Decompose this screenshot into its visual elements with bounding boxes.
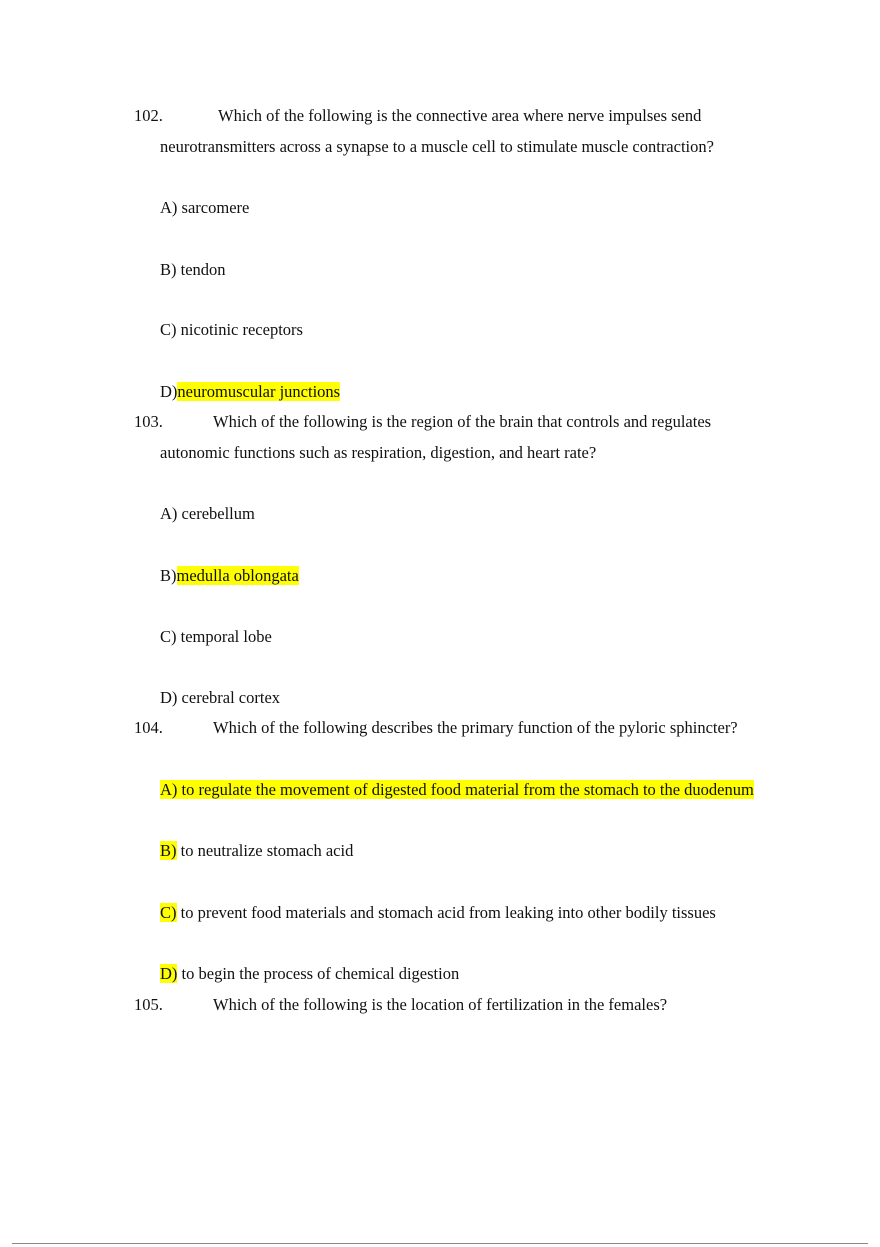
option-b bbox=[160, 260, 226, 280]
option-a bbox=[160, 198, 249, 218]
option-letter: A) bbox=[160, 198, 178, 217]
option-text: to begin the process of chemical digestion bbox=[181, 964, 460, 983]
option-text: temporal lobe bbox=[180, 627, 272, 646]
option-d bbox=[160, 688, 280, 708]
option-a bbox=[160, 504, 255, 524]
question-text-line1: Which of the following is the location of fertilization in the females? bbox=[213, 995, 668, 1014]
question-number: 105. bbox=[134, 995, 163, 1014]
option-text-highlighted: neuromuscular junctions bbox=[177, 382, 341, 401]
option-letter: B) bbox=[160, 260, 177, 279]
option-letter: A) bbox=[160, 504, 178, 523]
question-text-line1: Which of the following is the connective area where nerve impulses send bbox=[218, 106, 702, 125]
question-text-line1: Which of the following is the region of the brain that controls and regulates bbox=[213, 412, 712, 431]
option-highlighted bbox=[160, 780, 754, 799]
option-letter: B) bbox=[160, 566, 177, 585]
option-text: to neutralize stomach acid bbox=[180, 841, 354, 860]
option-d bbox=[160, 964, 459, 984]
option-letter: C) bbox=[160, 320, 177, 339]
option-text: nicotinic receptors bbox=[180, 320, 303, 339]
option-text: to regulate the movement of digested food material from the stomach to the duodenum bbox=[181, 780, 754, 799]
option-a bbox=[160, 780, 754, 800]
option-letter: C) bbox=[160, 627, 177, 646]
option-d bbox=[160, 382, 340, 402]
option-b bbox=[160, 841, 353, 861]
option-text: cerebellum bbox=[181, 504, 255, 523]
option-text: to prevent food materials and stomach acid from leaking into other bodily tissues bbox=[180, 903, 716, 922]
option-c bbox=[160, 627, 272, 647]
option-text: cerebral cortex bbox=[181, 688, 281, 707]
option-c bbox=[160, 903, 716, 923]
option-letter: D) bbox=[160, 382, 178, 401]
option-text: sarcomere bbox=[181, 198, 250, 217]
question-text-line2: autonomic functions such as respiration, digestion, and heart rate? bbox=[160, 443, 597, 462]
option-letter: A) bbox=[160, 780, 178, 799]
option-letter: D) bbox=[160, 688, 178, 707]
option-text: tendon bbox=[180, 260, 226, 279]
question-text-line1: Which of the following describes the primary function of the pyloric sphincter? bbox=[213, 718, 738, 737]
option-text-highlighted: medulla oblongata bbox=[176, 566, 299, 585]
option-c bbox=[160, 320, 303, 340]
option-letter-highlighted: D) bbox=[160, 964, 178, 983]
option-b bbox=[160, 566, 299, 586]
option-letter-highlighted: B) bbox=[160, 841, 177, 860]
question-text-line2: neurotransmitters across a synapse to a muscle cell to stimulate muscle contraction? bbox=[160, 137, 714, 156]
question-number: 103. bbox=[134, 412, 163, 431]
question-number: 102. bbox=[134, 106, 163, 125]
page-bottom-rule bbox=[12, 1243, 868, 1244]
option-letter-highlighted: C) bbox=[160, 903, 177, 922]
question-number: 104. bbox=[134, 718, 163, 737]
